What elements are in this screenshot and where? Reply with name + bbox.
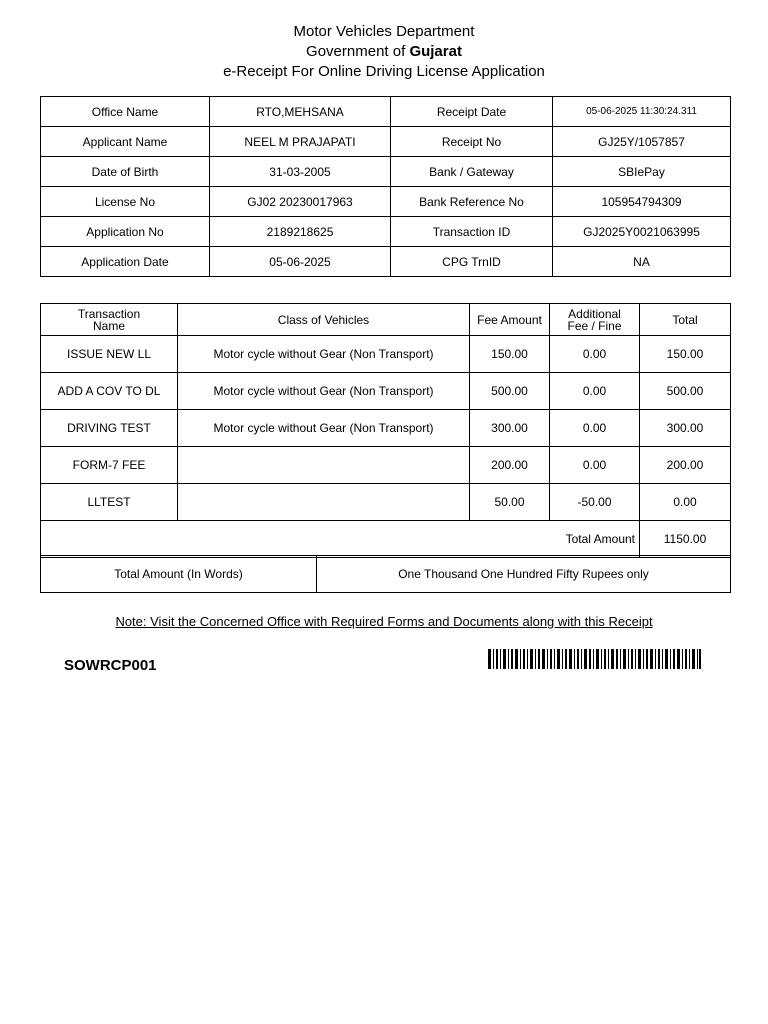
office-name-label: Office Name: [41, 97, 210, 127]
header-transaction-name: Transaction Name: [41, 304, 178, 336]
government-prefix: Government of: [306, 43, 410, 60]
receipt-title: e-Receipt For Online Driving License Application: [223, 63, 545, 80]
bank-gateway-label: Bank / Gateway: [391, 157, 553, 187]
cpg-label: CPG TrnID: [391, 247, 553, 277]
table-row: [41, 447, 731, 484]
office-name-value: RTO,MEHSANA: [210, 97, 391, 127]
total-amount-row: [41, 521, 731, 558]
department-title: Motor Vehicles Department: [293, 23, 475, 40]
row-total: 150.00: [640, 336, 731, 373]
license-no-value: GJ02 20230017963: [210, 187, 391, 217]
fee-amount: 150.00: [470, 336, 550, 373]
fee-amount: 300.00: [470, 410, 550, 447]
total-amount-label: Total Amount: [41, 521, 640, 558]
bank-ref-value: 105954794309: [553, 187, 731, 217]
transaction-name: LLTEST: [41, 484, 178, 521]
row-total: 0.00: [640, 484, 731, 521]
license-no-label: License No: [41, 187, 210, 217]
table-row: [41, 373, 731, 410]
header-fee-amount: Fee Amount: [470, 304, 550, 336]
fee-amount: 200.00: [470, 447, 550, 484]
cpg-value: NA: [553, 247, 731, 277]
header-additional-fee: Additional Fee / Fine: [550, 304, 640, 336]
class-of-vehicles: [178, 447, 470, 484]
info-row: [41, 187, 731, 217]
receipt-header: [0, 22, 768, 82]
class-of-vehicles: [178, 484, 470, 521]
receipt-note: Note: Visit the Concerned Office with Required Forms and Documents along with this Receipt: [115, 614, 653, 629]
info-row: [41, 97, 731, 127]
info-row: [41, 127, 731, 157]
table-row: [41, 484, 731, 521]
government-line: [0, 42, 768, 62]
dob-label: Date of Birth: [41, 157, 210, 187]
application-no-label: Application No: [41, 217, 210, 247]
transaction-name: FORM-7 FEE: [41, 447, 178, 484]
total-amount-value: 1150.00: [640, 521, 731, 558]
state-name: Gujarat: [409, 43, 462, 60]
info-row: [41, 217, 731, 247]
additional-fee: 0.00: [550, 373, 640, 410]
fee-table-header: [41, 304, 731, 336]
total-in-words-table: [40, 555, 731, 593]
fee-table: [40, 303, 731, 558]
additional-fee: -50.00: [550, 484, 640, 521]
row-total: 300.00: [640, 410, 731, 447]
row-total: 500.00: [640, 373, 731, 410]
application-date-value: 05-06-2025: [210, 247, 391, 277]
applicant-info-table: [40, 96, 731, 277]
total-words-label: Total Amount (In Words): [41, 556, 317, 593]
table-row: [41, 336, 731, 373]
receipt-no-label: Receipt No: [391, 127, 553, 157]
header-class-of-vehicles: Class of Vehicles: [178, 304, 470, 336]
transaction-id-value: GJ2025Y0021063995: [553, 217, 731, 247]
transaction-name: ADD A COV TO DL: [41, 373, 178, 410]
receipt-date-label: Receipt Date: [391, 97, 553, 127]
bank-gateway-value: SBIePay: [553, 157, 731, 187]
application-date-label: Application Date: [41, 247, 210, 277]
additional-fee: 0.00: [550, 447, 640, 484]
total-words-value: One Thousand One Hundred Fifty Rupees only: [317, 556, 731, 593]
header-total: Total: [640, 304, 731, 336]
class-of-vehicles: Motor cycle without Gear (Non Transport): [178, 336, 470, 373]
info-row: [41, 247, 731, 277]
receipt-date-value: 05-06-2025 11:30:24.311: [553, 97, 731, 127]
transaction-name: DRIVING TEST: [41, 410, 178, 447]
form-code: SOWRCP001: [64, 657, 157, 674]
bank-ref-label: Bank Reference No: [391, 187, 553, 217]
additional-fee: 0.00: [550, 410, 640, 447]
additional-fee: 0.00: [550, 336, 640, 373]
applicant-name-label: Applicant Name: [41, 127, 210, 157]
info-row: [41, 157, 731, 187]
receipt-no-value: GJ25Y/1057857: [553, 127, 731, 157]
transaction-name: ISSUE NEW LL: [41, 336, 178, 373]
transaction-id-label: Transaction ID: [391, 217, 553, 247]
barcode-image: [488, 649, 701, 669]
fee-amount: 500.00: [470, 373, 550, 410]
dob-value: 31-03-2005: [210, 157, 391, 187]
row-total: 200.00: [640, 447, 731, 484]
fee-amount: 50.00: [470, 484, 550, 521]
applicant-name-value: NEEL M PRAJAPATI: [210, 127, 391, 157]
application-no-value: 2189218625: [210, 217, 391, 247]
total-words-row: [41, 556, 731, 593]
table-row: [41, 410, 731, 447]
class-of-vehicles: Motor cycle without Gear (Non Transport): [178, 373, 470, 410]
class-of-vehicles: Motor cycle without Gear (Non Transport): [178, 410, 470, 447]
